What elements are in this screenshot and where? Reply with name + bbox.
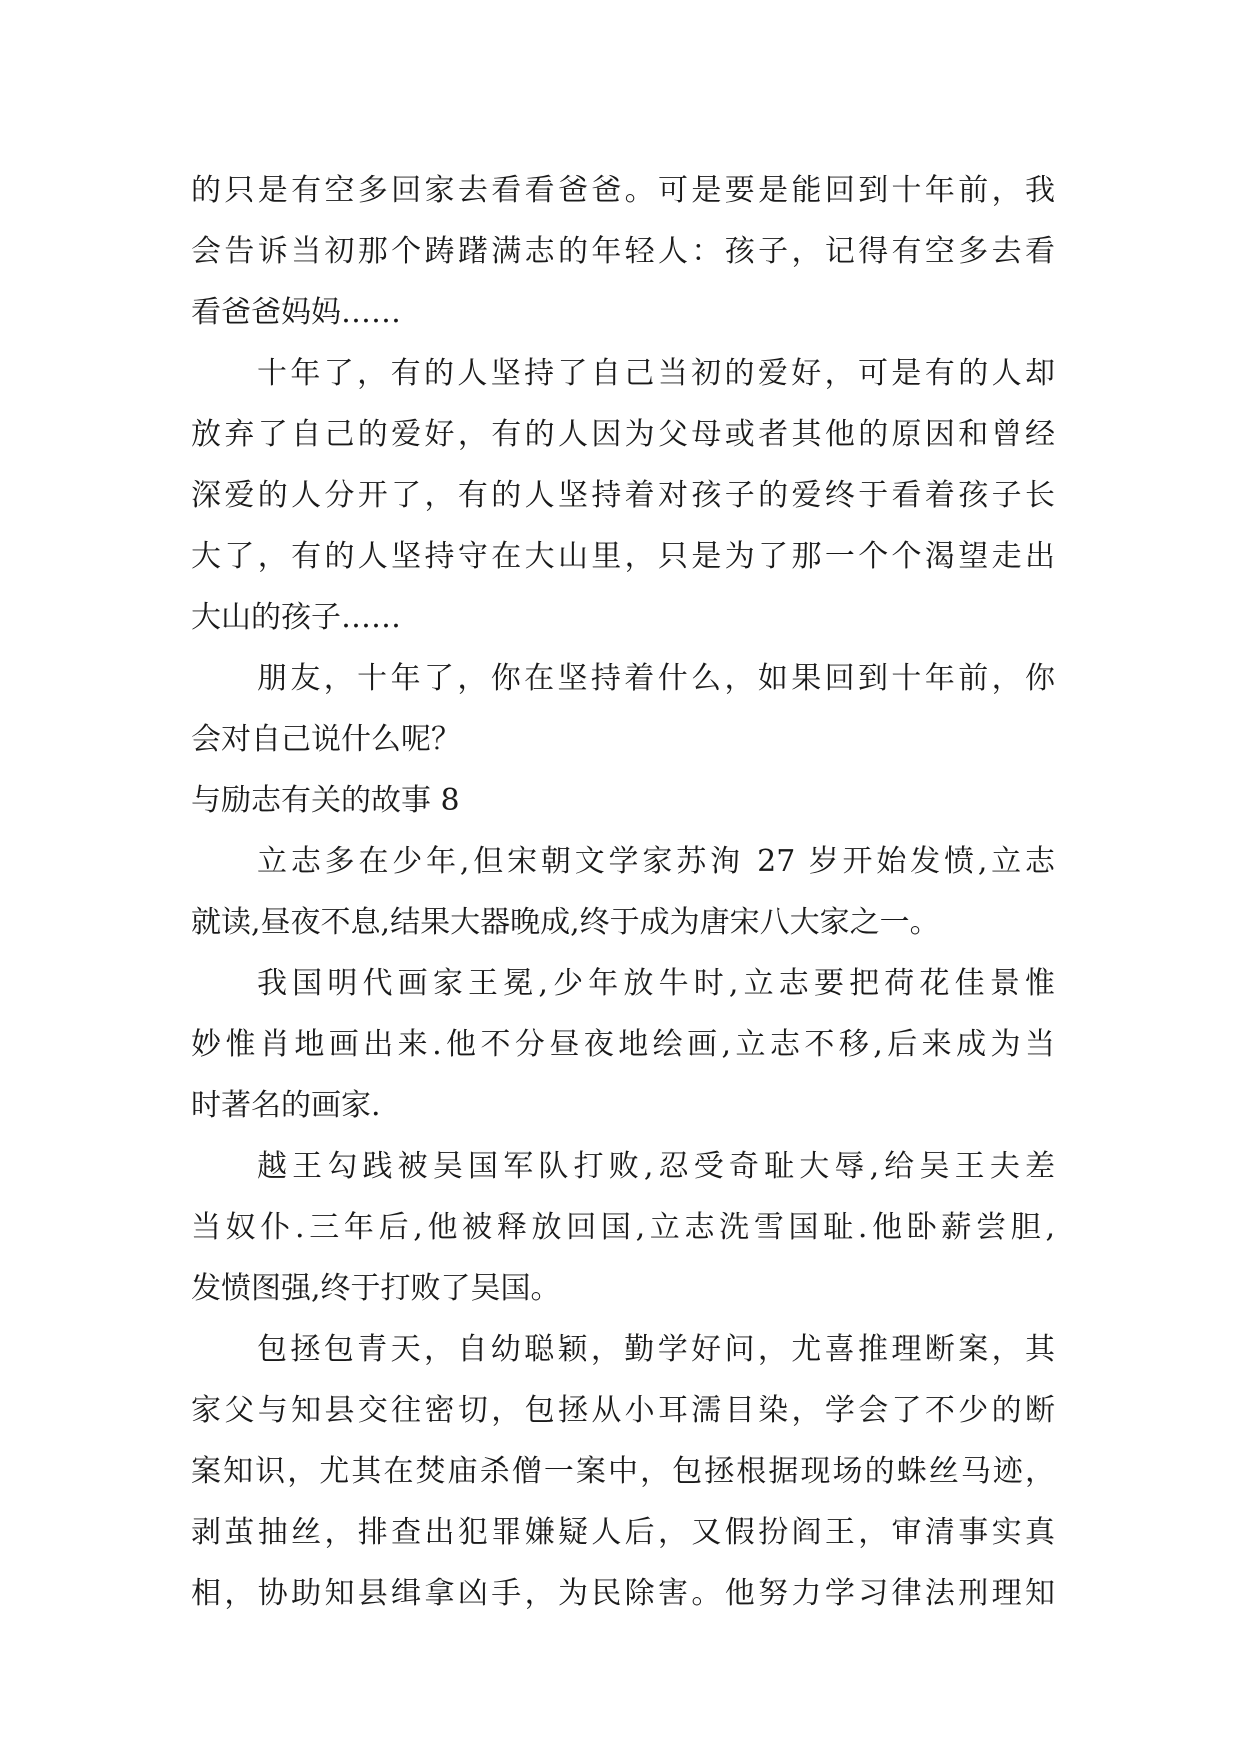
- paragraph: [191, 1136, 1055, 1319]
- paragraph: [191, 953, 1055, 1136]
- text-line: 深爱的人分开了，有的人坚持着对孩子的爱终于看着孩子长: [191, 478, 1055, 513]
- text-line: 看爸爸妈妈……: [191, 295, 401, 330]
- text-line: 妙惟肖地画出来.他不分昼夜地绘画,立志不移,后来成为当: [191, 1027, 1055, 1062]
- paragraph: [191, 343, 1055, 648]
- text-line: 当奴仆.三年后,他被释放回国,立志洗雪国耻.他卧薪尝胆,: [191, 1210, 1055, 1245]
- paragraph: [191, 831, 1055, 953]
- text-line: 越王勾践被吴国军队打败,忍受奇耻大辱,给吴王夫差: [257, 1149, 1055, 1184]
- paragraph: [191, 1319, 1055, 1624]
- text-line: 案知识，尤其在焚庙杀僧一案中，包拯根据现场的蛛丝马迹，: [191, 1454, 1055, 1489]
- text-line: 的只是有空多回家去看看爸爸。可是要是能回到十年前，我: [191, 173, 1055, 208]
- text-line: 会告诉当初那个踌躇满志的年轻人：孩子，记得有空多去看: [191, 234, 1055, 269]
- text-line: 我国明代画家王冕,少年放牛时,立志要把荷花佳景惟: [257, 966, 1055, 1001]
- text-line: 朋友，十年了，你在坚持着什么，如果回到十年前，你: [257, 661, 1055, 696]
- paragraph: [191, 160, 1055, 343]
- text-line: 立志多在少年,但宋朝文学家苏洵 27 岁开始发愤,立志: [257, 844, 1055, 879]
- paragraph: [191, 648, 1055, 770]
- text-line: 剥茧抽丝，排查出犯罪嫌疑人后，又假扮阎王，审清事实真: [191, 1515, 1055, 1550]
- document-page: [191, 160, 1055, 1624]
- text-line: 大山的孩子……: [191, 600, 401, 635]
- text-line: 会对自己说什么呢？: [191, 722, 461, 757]
- text-line: 大了，有的人坚持守在大山里，只是为了那一个个渴望走出: [191, 539, 1055, 574]
- section-heading: [191, 770, 1055, 831]
- text-line: 放弃了自己的爱好，有的人因为父母或者其他的原因和曾经: [191, 417, 1055, 452]
- text-line: 时著名的画家.: [191, 1088, 381, 1123]
- text-line: 发愤图强,终于打败了吴国。: [191, 1271, 561, 1306]
- text-line: 相，协助知县缉拿凶手，为民除害。他努力学习律法刑理知: [191, 1576, 1055, 1611]
- text-line: 家父与知县交往密切，包拯从小耳濡目染，学会了不少的断: [191, 1393, 1055, 1428]
- text-line: 就读,昼夜不息,结果大器晚成,终于成为唐宋八大家之一。: [191, 905, 940, 940]
- heading-text: 与励志有关的故事 8: [191, 783, 460, 818]
- text-line: 十年了，有的人坚持了自己当初的爱好，可是有的人却: [257, 356, 1055, 391]
- text-line: 包拯包青天，自幼聪颖，勤学好问，尤喜推理断案，其: [257, 1332, 1055, 1367]
